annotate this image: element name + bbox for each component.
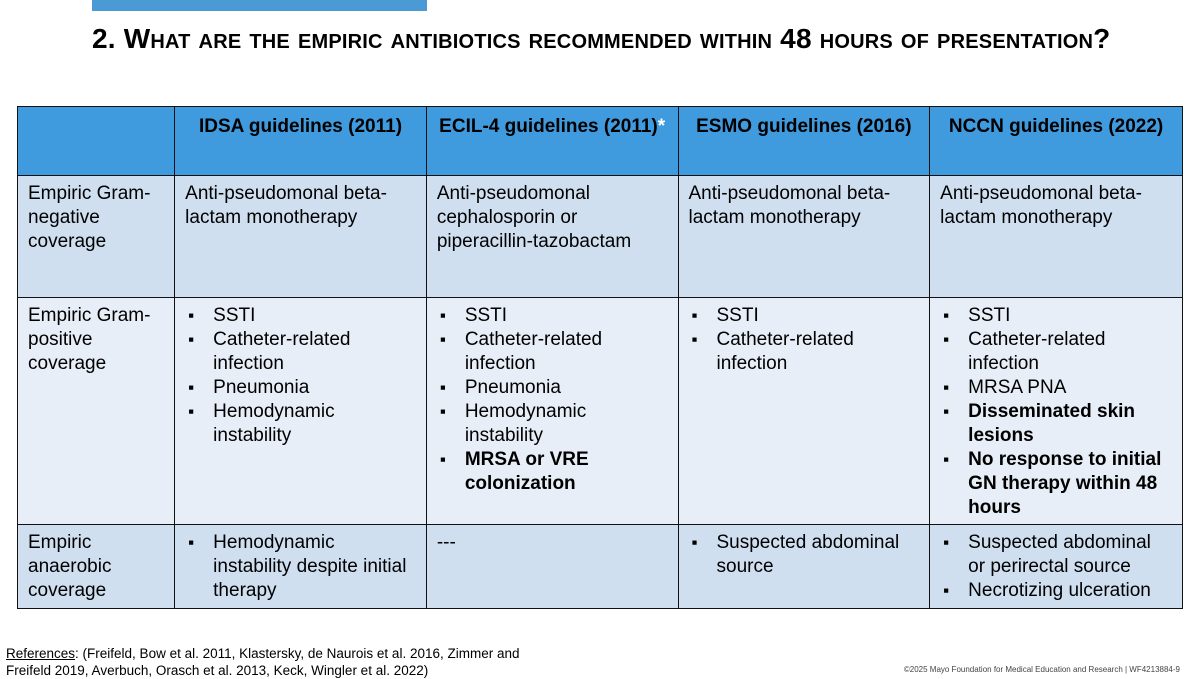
header-cell-idsa: IDSA guidelines (2011) xyxy=(175,107,427,176)
bullet-list xyxy=(437,304,668,496)
table-row-gram-positive xyxy=(18,298,1183,525)
table-cell xyxy=(175,525,427,609)
table-row-gram-negative xyxy=(18,176,1183,298)
header-cell-ecil4 xyxy=(426,107,678,176)
bullet-list xyxy=(689,531,920,579)
list-item: ▪ Hemodynamic instability xyxy=(185,400,416,448)
list-item: ▪ Disseminated skin lesions xyxy=(940,400,1172,448)
copyright-notice: ©2025 Mayo Foundation for Medical Education and Research | WF4213884-9 xyxy=(903,665,1180,674)
bullet-list xyxy=(940,304,1172,520)
row-label: Empiric anaerobic coverage xyxy=(18,525,175,609)
header-ecil4-label: ECIL-4 guidelines (2011) xyxy=(439,116,658,137)
bullet-list xyxy=(940,531,1172,603)
table-cell: Anti-pseudomonal beta-lactam monotherapy xyxy=(175,176,427,298)
table-cell xyxy=(930,298,1183,525)
list-item: ▪ SSTI xyxy=(437,304,668,328)
table-cell: Anti-pseudomonal cephalosporin or piperacillin-tazobactam xyxy=(426,176,678,298)
table-cell xyxy=(678,525,930,609)
table-header-row xyxy=(18,107,1183,176)
list-item: ▪ Suspected abdominal source xyxy=(689,531,920,579)
references-label: References xyxy=(6,646,76,661)
list-item: ▪ Catheter-related infection xyxy=(185,328,416,376)
table-cell: Anti-pseudomonal beta-lactam monotherapy xyxy=(930,176,1183,298)
list-item: ▪ Necrotizing ulceration xyxy=(940,579,1172,603)
list-item: ▪ Hemodynamic instability xyxy=(437,400,668,448)
header-cell-esmo: ESMO guidelines (2016) xyxy=(678,107,930,176)
table-cell xyxy=(930,525,1183,609)
row-label: Empiric Gram-negative coverage xyxy=(18,176,175,298)
list-item: ▪ MRSA PNA xyxy=(940,376,1172,400)
list-item: ▪ Hemodynamic instability despite initial therapy xyxy=(185,531,416,603)
table-cell xyxy=(175,298,427,525)
table-row-anaerobic xyxy=(18,525,1183,609)
list-item: ▪ Pneumonia xyxy=(185,376,416,400)
references-text: : (Freifeld, Bow et al. 2011, Klastersky, de Naurois et al. 2016, Zimmer and Freifeld 2019, Averbuch, Orasch et al. 2013, Keck, Wingler et al. 2022) xyxy=(6,646,520,678)
list-item: ▪ SSTI xyxy=(185,304,416,328)
header-cell-corner xyxy=(18,107,175,176)
row-label: Empiric Gram-positive coverage xyxy=(18,298,175,525)
header-cell-nccn: NCCN guidelines (2022) xyxy=(930,107,1183,176)
bullet-list xyxy=(689,304,920,376)
bullet-list xyxy=(185,304,416,448)
table-cell: --- xyxy=(426,525,678,609)
asterisk-mark: * xyxy=(657,116,666,137)
guidelines-table xyxy=(17,106,1183,609)
table-cell xyxy=(426,298,678,525)
references xyxy=(6,645,566,679)
list-item: ▪ Catheter-related infection xyxy=(437,328,668,376)
list-item: ▪ Catheter-related infection xyxy=(940,328,1172,376)
list-item: ▪ No response to initial GN therapy within 48 hours xyxy=(940,448,1172,520)
list-item: ▪ SSTI xyxy=(689,304,920,328)
list-item: ▪ Catheter-related infection xyxy=(689,328,920,376)
slide-title: 2. What are the empiric antibiotics recommended within 48 hours of presentation? xyxy=(92,23,1111,54)
list-item: ▪ SSTI xyxy=(940,304,1172,328)
list-item: ▪ MRSA or VRE colonization xyxy=(437,448,668,496)
list-item: ▪ Pneumonia xyxy=(437,376,668,400)
table-cell xyxy=(678,298,930,525)
list-item: ▪ Suspected abdominal or perirectal source xyxy=(940,531,1172,579)
accent-bar xyxy=(92,0,427,11)
table-cell: Anti-pseudomonal beta-lactam monotherapy xyxy=(678,176,930,298)
bullet-list xyxy=(185,531,416,603)
